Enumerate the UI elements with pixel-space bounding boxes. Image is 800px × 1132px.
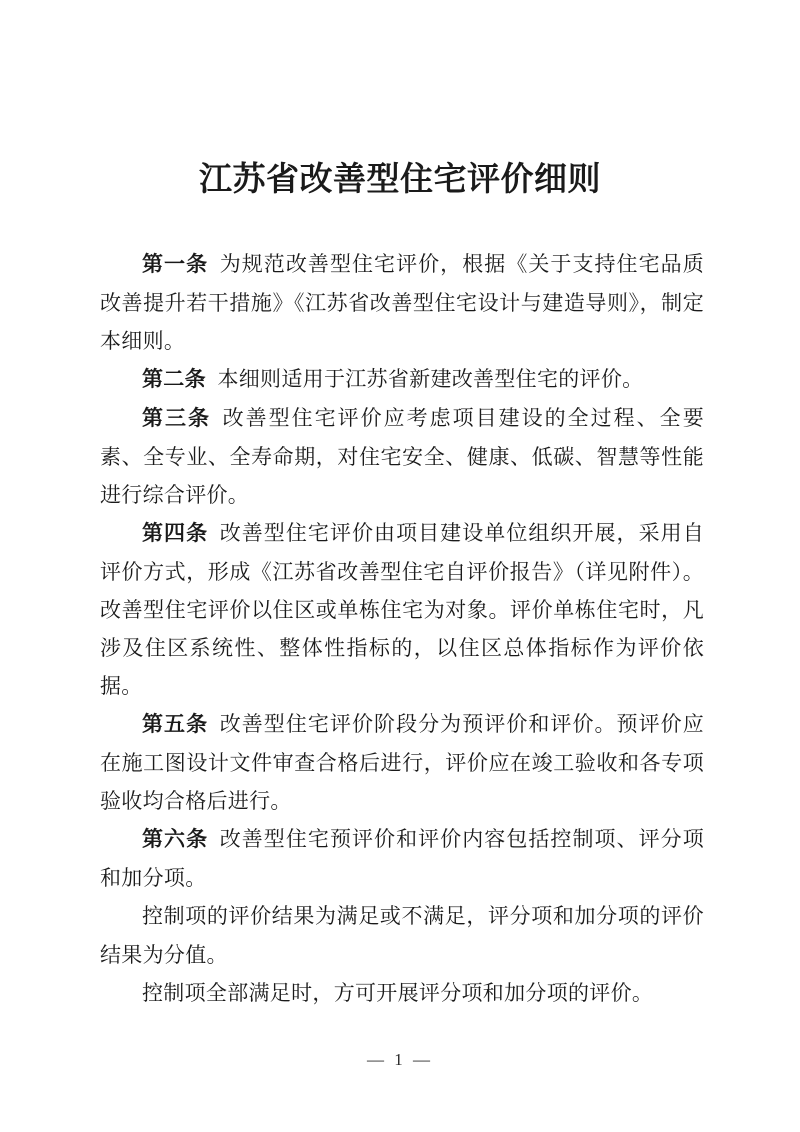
article-number-label: 第一条: [142, 253, 209, 276]
article-paragraph-1: [100, 245, 704, 360]
article-text: 改善型住宅评价阶段分为预评价和评价。预评价应在施工图设计文件审查合格后进行，评价应在竣工验收和各专项验收均合格后进行。: [100, 712, 704, 813]
article-text: 本细则适用于江苏省新建改善型住宅的评价。: [217, 367, 644, 391]
document-title: 江苏省改善型住宅评价细则: [199, 162, 601, 198]
article-text: 控制项全部满足时，方可开展评分项和加分项的评价。: [142, 981, 654, 1005]
article-paragraph-3: [100, 399, 704, 514]
article-paragraph-2: [100, 360, 704, 399]
article-number-label: 第六条: [142, 828, 209, 851]
article-number-label: 第五条: [142, 713, 209, 736]
article-text: 改善型住宅评价应考虑项目建设的全过程、全要素、全专业、全寿命期，对住宅安全、健康、低碳、智慧等性能进行综合评价。: [100, 406, 704, 507]
article-number-label: 第三条: [142, 407, 212, 430]
article-paragraph-6: [100, 820, 704, 897]
article-number-label: 第四条: [142, 522, 209, 545]
article-text: 控制项的评价结果为满足或不满足，评分项和加分项的评价结果为分值。: [100, 904, 704, 967]
article-text: 改善型住宅评价由项目建设单位组织开展，采用自评价方式，形成《江苏省改善型住宅自评价报告》（详见附件）。改善型住宅评价以住区或单栋住宅为对象。评价单栋住宅时，凡涉及住区系统性、整体性指标的，以住区总体指标作为评价依据。: [100, 521, 704, 698]
document-body: [100, 245, 704, 1013]
article-paragraph-8: [100, 974, 704, 1013]
article-paragraph-4: [100, 514, 704, 705]
article-number-label: 第二条: [142, 368, 206, 391]
article-paragraph-5: [100, 705, 704, 820]
article-text: 为规范改善型住宅评价，根据《关于支持住宅品质改善提升若干措施》《江苏省改善型住宅设计与建造导则》，制定本细则。: [100, 252, 704, 353]
article-text: 改善型住宅预评价和评价内容包括控制项、评分项和加分项。: [100, 827, 704, 890]
page-number: — 1 —: [367, 1050, 433, 1069]
article-paragraph-7: [100, 897, 704, 974]
